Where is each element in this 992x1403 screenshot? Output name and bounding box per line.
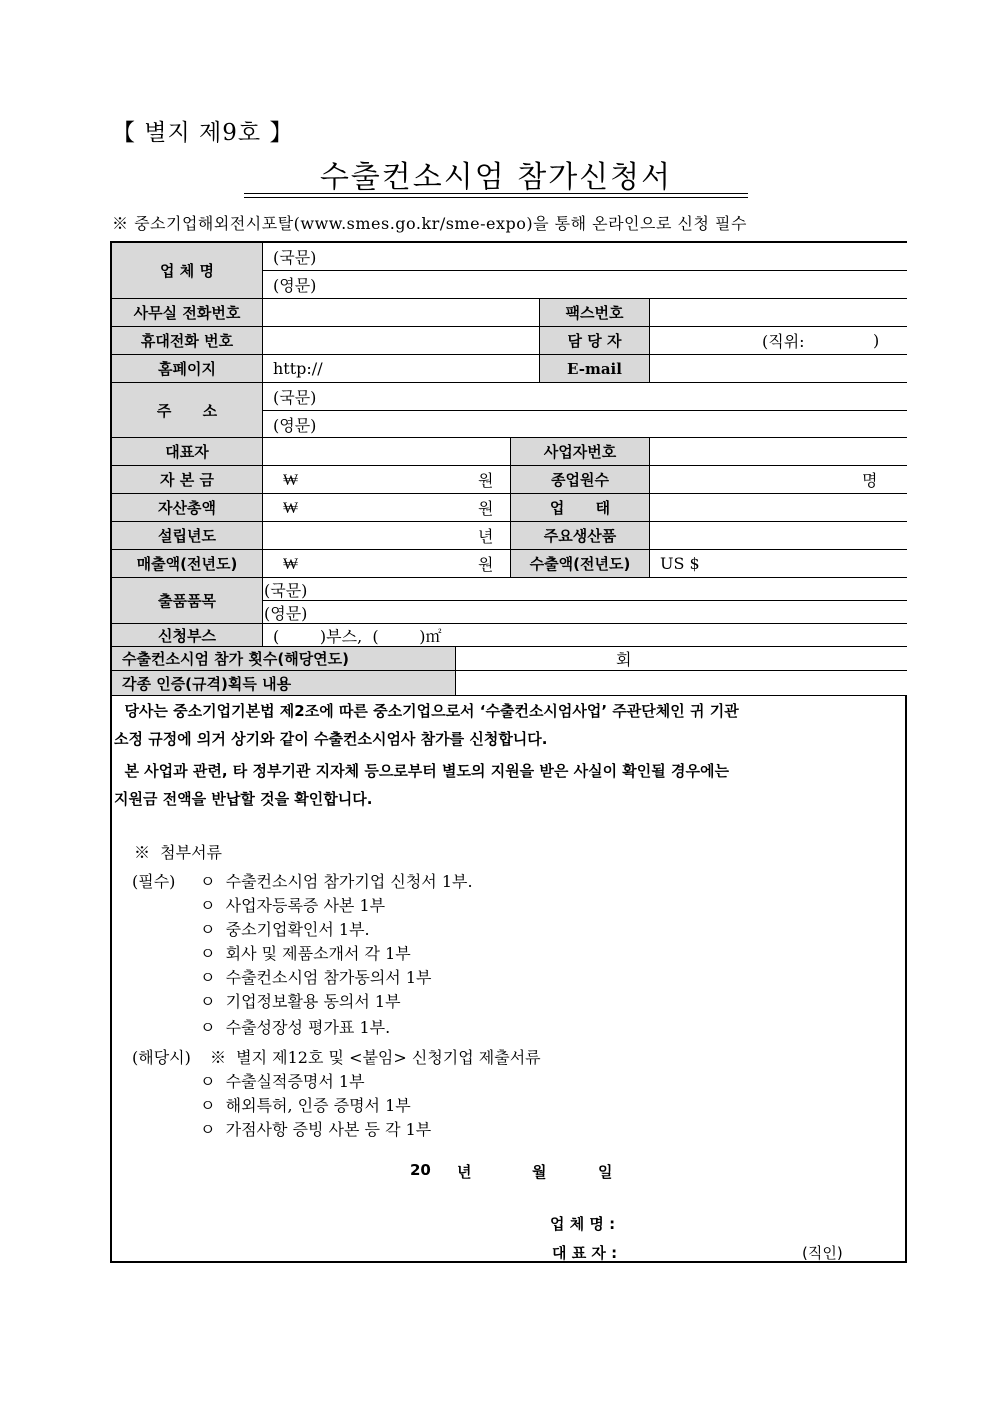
company-name-en-field[interactable]: (영문) <box>263 271 907 299</box>
statement-para2-line1: 본 사업과 관련, 타 정부기관 지자체 등으로부터 별도의 지원을 받은 사실이 확인될 경우에는 <box>114 762 729 780</box>
won-sign: ₩ <box>283 553 299 573</box>
participation-count-field[interactable] <box>456 647 907 671</box>
statement-para2-line2: 지원금 전액을 반납할 것을 확인합니다. <box>114 790 373 808</box>
required-item: ㅇ 사업자등록증 사본 1부 <box>200 896 386 915</box>
homepage-field[interactable]: http:// <box>263 355 540 383</box>
page-title: 수출컨소시엄 참가신청서 <box>319 160 673 195</box>
address-label: 주 소 <box>112 383 263 438</box>
employees-unit: 명 <box>862 471 878 490</box>
capital-field[interactable] <box>263 466 511 494</box>
conditional-item: ㅇ 가점사항 증빙 사본 등 각 1부 <box>200 1120 432 1139</box>
contact-person-label: 담 당 자 <box>540 327 650 355</box>
required-item: ㅇ 수출컨소시엄 참가기업 신청서 1부. <box>200 872 473 891</box>
employees-field[interactable] <box>650 466 907 494</box>
mobile-phone-field[interactable] <box>263 327 540 355</box>
won-sign: ₩ <box>283 497 299 517</box>
certifications-label: 각종 인증(규격)획득 내용 <box>112 671 456 696</box>
date-month: 월 <box>532 1163 547 1181</box>
company-name-kr-field[interactable]: (국문) <box>263 243 907 271</box>
won-sign: ₩ <box>283 469 299 489</box>
title-underline <box>244 193 748 198</box>
email-label: E-mail <box>540 355 650 383</box>
date-day: 일 <box>598 1163 613 1181</box>
position-hint: (직위: <box>762 332 805 351</box>
sales-field[interactable] <box>263 550 511 578</box>
signature-rep-label: 대 표 자 : <box>552 1244 618 1262</box>
attachments-heading: ※ 첨부서류 <box>134 843 222 862</box>
homepage-label: 홈페이지 <box>112 355 263 383</box>
won-unit: 원 <box>478 499 494 518</box>
booth-field[interactable]: ( )부스, ( )㎡ <box>263 624 907 647</box>
exports-label: 수출액(전년도) <box>511 550 650 578</box>
date-year-prefix: 20 <box>410 1161 431 1179</box>
conditional-heading: ※ 별지 제12호 및 <붙임> 신청기업 제출서류 <box>210 1048 541 1067</box>
booth-label: 신청부스 <box>112 624 263 647</box>
conditional-label: (해당시) <box>132 1048 191 1067</box>
won-unit: 원 <box>478 471 494 490</box>
seal-marker[interactable]: (직인) <box>802 1244 843 1262</box>
required-item: ㅇ 회사 및 제품소개서 각 1부 <box>200 944 411 963</box>
representative-field[interactable] <box>263 438 511 466</box>
application-form <box>110 241 907 1263</box>
statement-para1-line2: 소정 규정에 의거 상기와 같이 수출컨소시엄사 참가를 신청합니다. <box>114 730 548 748</box>
online-application-notice: ※ 중소기업해외전시포탈(www.smes.go.kr/sme-expo)을 통해 온라인으로 신청 필수 <box>112 214 747 233</box>
certifications-field[interactable] <box>456 671 907 696</box>
required-item: ㅇ 기업정보활용 동의서 1부 <box>200 992 401 1011</box>
capital-label: 자 본 금 <box>112 466 263 494</box>
exhibit-items-label: 출품품목 <box>112 578 263 624</box>
office-phone-field[interactable] <box>263 299 540 327</box>
business-type-label: 업 태 <box>511 494 650 522</box>
statement-para1-line1: 당사는 중소기업기본법 제2조에 따른 중소기업으로서 ‘수출컨소시엄사업’ 주관단체인 귀 기관 <box>114 702 739 720</box>
won-unit: 원 <box>478 555 494 574</box>
company-name-label: 업 체 명 <box>112 243 263 299</box>
fax-label: 팩스번호 <box>540 299 650 327</box>
established-year-label: 설립년도 <box>112 522 263 550</box>
conditional-item: ㅇ 수출실적증명서 1부 <box>200 1072 365 1091</box>
annex-number: 【 별지 제9호 】 <box>112 120 294 146</box>
exhibit-items-en-field[interactable]: (영문) <box>263 601 907 624</box>
exhibit-items-kr-field[interactable]: (국문) <box>263 578 907 601</box>
required-item: ㅇ 수출성장성 평가표 1부. <box>200 1018 391 1037</box>
established-year-field[interactable] <box>263 522 511 550</box>
representative-label: 대표자 <box>112 438 263 466</box>
total-assets-field[interactable] <box>263 494 511 522</box>
mobile-phone-label: 휴대전화 번호 <box>112 327 263 355</box>
employees-label: 종업원수 <box>511 466 650 494</box>
contact-person-field[interactable] <box>650 327 907 355</box>
conditional-item: ㅇ 해외특허, 인증 증명서 1부 <box>200 1096 411 1115</box>
position-close: ) <box>873 331 880 350</box>
address-en-field[interactable]: (영문) <box>263 411 907 438</box>
business-number-label: 사업자번호 <box>511 438 650 466</box>
signature-company-label: 업 체 명 : <box>550 1215 616 1233</box>
sales-label: 매출액(전년도) <box>112 550 263 578</box>
exports-field[interactable]: US $ <box>650 550 907 578</box>
business-type-field[interactable] <box>650 494 907 522</box>
required-item: ㅇ 중소기업확인서 1부. <box>200 920 370 939</box>
main-products-field[interactable] <box>650 522 907 550</box>
required-item: ㅇ 수출컨소시엄 참가동의서 1부 <box>200 968 432 987</box>
email-field[interactable] <box>650 355 907 383</box>
business-number-field[interactable] <box>650 438 907 466</box>
year-unit: 년 <box>478 527 494 546</box>
office-phone-label: 사무실 전화번호 <box>112 299 263 327</box>
required-label: (필수) <box>132 872 176 891</box>
main-products-label: 주요생산품 <box>511 522 650 550</box>
participation-count-label: 수출컨소시엄 참가 횟수(해당연도) <box>112 647 456 671</box>
date-year: 년 <box>457 1163 472 1181</box>
address-kr-field[interactable]: (국문) <box>263 383 907 411</box>
count-unit: 회 <box>616 650 632 669</box>
total-assets-label: 자산총액 <box>112 494 263 522</box>
fax-field[interactable] <box>650 299 907 327</box>
